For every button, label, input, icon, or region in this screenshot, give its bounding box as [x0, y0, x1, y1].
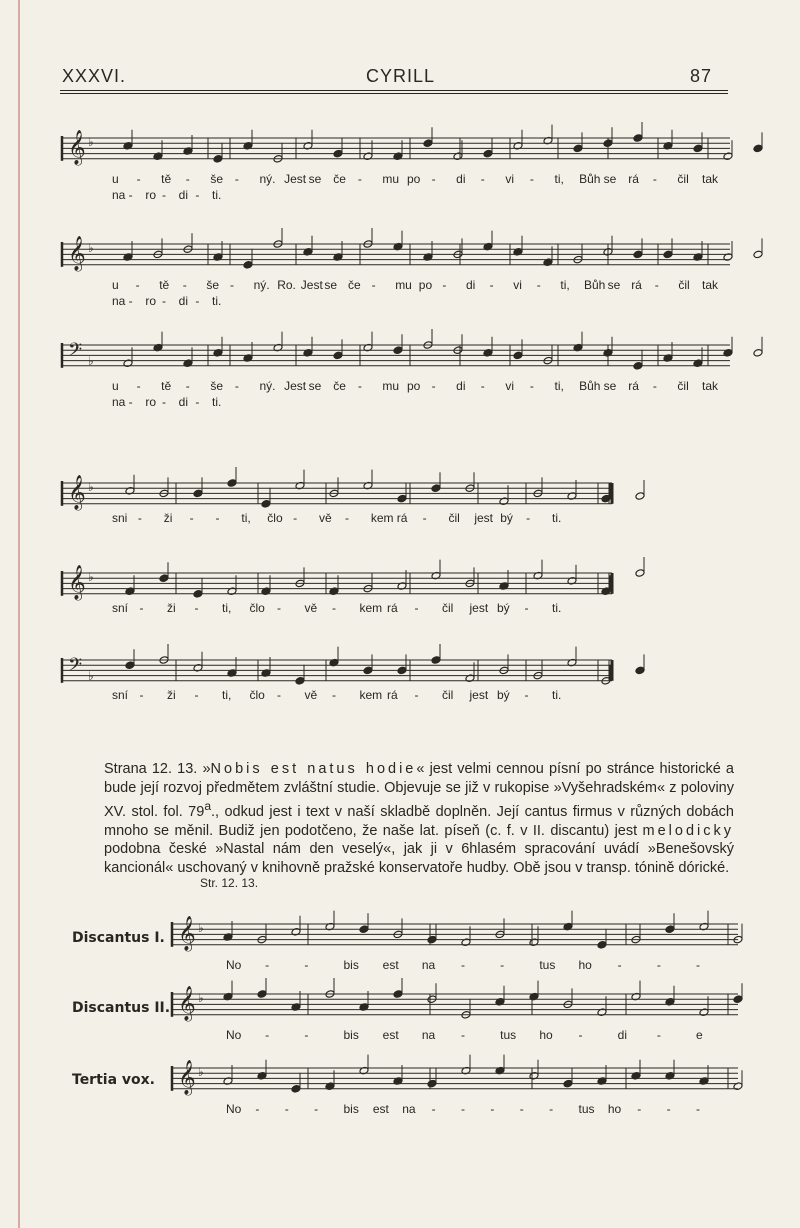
lyric-syllable: -: [194, 688, 199, 702]
lyric-syllable: -: [255, 1102, 260, 1116]
lyric-syllable: -: [357, 379, 362, 393]
note-head: [663, 250, 673, 259]
lyric-syllable: No: [226, 1028, 242, 1042]
note-head: [753, 144, 763, 153]
note-head: [633, 362, 643, 371]
note-head: [193, 489, 203, 498]
header-rule: [60, 93, 728, 94]
lyric-syllable: -: [344, 511, 349, 525]
lyric-syllable: ži: [167, 688, 176, 702]
lyric-syllable: -: [189, 511, 194, 525]
lyric-syllable: -: [529, 172, 534, 186]
note-head: [193, 590, 203, 599]
lyric-syllable: -: [195, 395, 200, 409]
lyric-syllable: -: [414, 688, 419, 702]
lyric-syllable: -: [431, 172, 436, 186]
lyric-syllable: Ro.: [277, 278, 296, 292]
lyric-syllable: -: [277, 601, 281, 615]
voice-label-discantus-1: Discantus I.: [72, 930, 165, 946]
lyric-syllable: ti.: [212, 294, 222, 308]
lyric-syllable: -: [265, 958, 270, 972]
lyric-syllable: -: [656, 958, 661, 972]
lyric-syllable: di: [617, 1028, 627, 1042]
para-text: « jest velmi cennou písní po stránce historické a bude její rozvoj předmětem zvláštní studie. Objevuje se již v rukopise »Vyšehradském« z poloviny XV. stol. fol. 79: [104, 761, 734, 821]
note-head: [563, 1079, 573, 1088]
staff: [58, 469, 618, 529]
lyric-syllable: vě: [304, 688, 318, 702]
lyric-syllable: čil: [442, 601, 454, 615]
treble-clef-icon: 𝄞: [178, 916, 196, 951]
flat-sign-icon: ♭: [88, 135, 94, 149]
lyric-syllable: -: [524, 601, 529, 615]
lyric-syllable: -: [277, 688, 281, 702]
lyric-syllable: ti.: [212, 188, 222, 202]
flat-sign-icon: ♭: [88, 480, 94, 494]
lyric-syllable: tě: [161, 379, 172, 393]
para-spaced-title: Nobis est natus hodie: [210, 761, 417, 777]
note-head: [393, 346, 403, 355]
note-head: [227, 479, 237, 488]
note-head: [693, 144, 703, 153]
lyric-syllable: ti.: [552, 601, 562, 615]
note-head: [159, 574, 169, 583]
lyric-syllable: po: [407, 379, 421, 393]
para-spaced-word: melodicky: [642, 822, 734, 839]
lyric-syllable: -: [652, 172, 657, 186]
lyric-syllable: -: [656, 1028, 661, 1042]
lyric-syllable: est: [372, 1102, 389, 1116]
lyric-syllable: člo: [249, 688, 265, 702]
lyric-syllable: est: [382, 958, 399, 972]
para-text: ., odkud jest i text v naší skladbě doplněn. Její cantus firmus v různých dobách mnoho se měnil. Budiž jen podotčeno, že naše lat. píseň (c. f. v II. discantu) jest: [104, 804, 734, 839]
lyric-syllable: -: [529, 379, 534, 393]
note-head: [359, 925, 369, 934]
lyric-syllable: rá: [387, 688, 398, 702]
lyric-syllable: -: [194, 601, 199, 615]
lyric-syllable: -: [461, 1028, 465, 1042]
lyric-syllable: di: [456, 172, 466, 186]
note-head: [753, 250, 763, 259]
lyric-syllable: bis: [343, 958, 359, 972]
para-superscript: a: [204, 799, 212, 814]
note-head: [291, 1085, 301, 1094]
lyric-syllable: est: [382, 1028, 399, 1042]
lyric-syllable: jest: [474, 511, 494, 525]
lyric-syllable: ho: [578, 958, 592, 972]
lyric-syllable: ži: [163, 511, 173, 525]
lyric-syllable: -: [234, 172, 239, 186]
note-head: [665, 925, 675, 934]
note-head: [213, 155, 223, 164]
note-head: [393, 990, 403, 999]
lyric-syllable: -: [332, 601, 336, 615]
treble-clef-icon: 𝄞: [68, 475, 86, 510]
lyric-syllable: jest: [469, 688, 489, 702]
flat-sign-icon: ♭: [198, 991, 204, 1005]
note-head: [633, 134, 643, 143]
lyric-syllable: ný.: [253, 278, 270, 292]
score-reference: Str. 12. 13.: [200, 876, 259, 890]
flat-sign-icon: ♭: [198, 921, 204, 935]
lyric-syllable: -: [490, 1102, 495, 1116]
lyric-syllable: di: [178, 188, 188, 202]
lyric-syllable: -: [461, 958, 465, 972]
lyric-syllable: ti,: [241, 511, 251, 525]
treble-clef-icon: 𝄞: [178, 986, 196, 1021]
lyric-syllable: mu: [395, 278, 412, 292]
lyric-syllable: rá: [387, 601, 398, 615]
lyric-syllable: ný.: [259, 172, 276, 186]
lyric-syllable: Jest: [284, 379, 307, 393]
note-head: [431, 656, 441, 665]
lyric-syllable: -: [431, 1102, 436, 1116]
lyric-syllable: bý: [497, 688, 510, 702]
flat-sign-icon: ♭: [198, 1065, 204, 1079]
note-head: [397, 494, 407, 503]
note-head: [427, 935, 437, 944]
lyric-syllable: mu: [382, 379, 400, 393]
lyric-syllable: -: [666, 1102, 671, 1116]
lyric-syllable: Bůh: [579, 172, 601, 186]
flat-sign-icon: ♭: [88, 241, 94, 255]
lyric-syllable: -: [480, 379, 485, 393]
lyric-syllable: -: [284, 1102, 289, 1116]
note-head: [513, 351, 523, 360]
treble-clef-icon: 𝄞: [178, 1060, 196, 1095]
header-rule: [60, 90, 728, 91]
lyric-syllable: -: [332, 688, 336, 702]
note-head: [597, 941, 607, 950]
lyric-syllable: di: [178, 294, 188, 308]
lyric-syllable: -: [536, 278, 541, 292]
lyric-syllable: če: [348, 278, 361, 292]
flat-sign-icon: ♭: [88, 570, 94, 584]
lyric-syllable: -: [526, 511, 531, 525]
bass-clef-icon: 𝄢: [68, 655, 83, 680]
lyric-syllable: rá: [631, 278, 642, 292]
lyric-syllable: -: [652, 379, 657, 393]
lyric-syllable: -: [304, 958, 309, 972]
lyric-syllable: ti,: [560, 278, 570, 292]
lyric-syllable: Jest: [284, 172, 307, 186]
lyric-syllable: čil: [442, 688, 454, 702]
lyric-syllable: -: [195, 188, 200, 202]
lyric-syllable: kem: [359, 688, 383, 702]
lyric-syllable: tus: [578, 1102, 595, 1116]
lyric-syllable: No: [226, 958, 242, 972]
voice-label-tertia-vox: Tertia vox.: [72, 1072, 155, 1088]
para-text: podobna české »Nastal nám den veselý«, jak ji v 6hlasém spracování uvádí »Benešovský kancionál« uschovaný v knihovně pražské konservatoře hudby. Obě jsou v transp. tónině dórické.: [104, 841, 734, 876]
note-head: [573, 144, 583, 153]
lyric-syllable: ti,: [222, 688, 232, 702]
lyric-syllable: -: [500, 958, 505, 972]
lyric-syllable: Bůh: [579, 379, 601, 393]
lyric-syllable: -: [442, 278, 447, 292]
lyric-syllable: ti,: [554, 172, 564, 186]
note-head: [635, 569, 645, 578]
lyric-syllable: vi: [505, 172, 514, 186]
lyric-syllable: ro: [145, 395, 156, 409]
lyric-syllable: u: [112, 172, 119, 186]
lyric-syllable: No: [226, 1102, 242, 1116]
lyric-syllable: po: [418, 278, 433, 292]
lyric-syllable: bý: [500, 511, 513, 525]
lyric-syllable: -: [139, 601, 144, 615]
note-head: [397, 666, 407, 675]
lyric-syllable: -: [162, 294, 166, 308]
lyric-syllable: vi: [513, 278, 522, 292]
lyric-syllable: čil: [448, 511, 460, 525]
lyric-syllable: ho: [607, 1102, 622, 1116]
lyric-syllable: -: [371, 278, 376, 292]
lyric-syllable: -: [414, 601, 419, 615]
lyric-syllable: na: [421, 1028, 436, 1042]
lyric-syllable: na: [112, 294, 126, 308]
lyric-syllable: -: [304, 1028, 309, 1042]
lyric-syllable: sní: [112, 688, 129, 702]
lyric-syllable: ti,: [554, 379, 564, 393]
lyric-syllable: -: [137, 511, 142, 525]
lyric-syllable: čil: [677, 379, 689, 393]
lyric-syllable: tus: [539, 958, 556, 972]
lyric-syllable: se: [324, 278, 338, 292]
lyric-syllable: -: [162, 395, 166, 409]
lyric-syllable: sni: [112, 511, 128, 525]
lyric-syllable: di: [178, 395, 188, 409]
lyric-syllable: ro: [145, 294, 156, 308]
note-head: [753, 349, 763, 358]
lyric-syllable: -: [128, 294, 133, 308]
header-section-number: XXXVI.: [62, 66, 127, 86]
lyric-syllable: -: [696, 958, 700, 972]
lyric-syllable: tě: [159, 278, 170, 292]
lyric-syllable: kem: [370, 511, 394, 525]
lyric-syllable: -: [431, 379, 436, 393]
lyric-syllable: -: [234, 379, 239, 393]
lyric-syllable: u: [112, 379, 119, 393]
lyric-syllable: na: [112, 188, 126, 202]
lyric-syllable: če: [333, 379, 346, 393]
lyric-syllable: -: [480, 172, 485, 186]
lyric-syllable: -: [182, 278, 187, 292]
margin-line: [18, 0, 20, 1228]
lyric-syllable: -: [185, 379, 190, 393]
lyric-syllable: e: [696, 1028, 703, 1042]
lyric-syllable: -: [215, 511, 220, 525]
lyric-syllable: se: [603, 379, 617, 393]
treble-clef-icon: 𝄞: [68, 130, 86, 165]
lyric-syllable: na: [402, 1102, 416, 1116]
lyric-syllable: -: [578, 1028, 583, 1042]
note-head: [633, 250, 643, 259]
lyric-syllable: po: [407, 172, 421, 186]
lyric-syllable: kem: [359, 601, 383, 615]
lyric-syllable: Bůh: [584, 278, 606, 292]
para-text: Strana 12. 13. »: [104, 761, 211, 777]
flat-sign-icon: ♭: [88, 669, 94, 683]
lyric-syllable: -: [128, 395, 133, 409]
lyric-syllable: ný.: [259, 379, 276, 393]
lyric-syllable: sní: [112, 601, 129, 615]
note-head: [333, 351, 343, 360]
lyric-syllable: še: [206, 278, 220, 292]
lyric-syllable: tak: [702, 172, 719, 186]
lyric-syllable: ti.: [552, 511, 562, 525]
lyric-syllable: na: [421, 958, 436, 972]
lyric-syllable: -: [654, 278, 659, 292]
lyric-syllable: ti.: [212, 395, 222, 409]
lyric-syllable: ži: [167, 601, 176, 615]
lyric-syllable: če: [333, 172, 346, 186]
note-head: [423, 139, 433, 148]
lyric-syllable: -: [357, 172, 362, 186]
lyric-syllable: di: [456, 379, 466, 393]
lyric-syllable: jest: [469, 601, 489, 615]
lyric-syllable: mu: [382, 172, 400, 186]
lyric-syllable: se: [308, 379, 322, 393]
lyric-syllable: -: [136, 379, 141, 393]
note-head: [635, 666, 645, 675]
note-head: [257, 990, 267, 999]
lyric-syllable: Jest: [300, 278, 323, 292]
lyric-syllable: u: [112, 278, 119, 292]
lyric-syllable: tě: [161, 172, 172, 186]
lyric-syllable: -: [293, 511, 298, 525]
lyric-syllable: -: [524, 688, 529, 702]
note-head: [125, 661, 135, 670]
lyric-syllable: se: [607, 278, 621, 292]
lyric-syllable: -: [185, 172, 190, 186]
voice-label-discantus-2: Discantus II.: [72, 1000, 171, 1016]
lyric-syllable: -: [314, 1102, 319, 1116]
note-head: [333, 149, 343, 158]
lyric-syllable: -: [265, 1028, 270, 1042]
treble-clef-icon: 𝄞: [68, 236, 86, 271]
bass-clef-icon: 𝄢: [68, 340, 83, 365]
lyric-syllable: bis: [343, 1102, 359, 1116]
lyric-syllable: -: [637, 1102, 642, 1116]
lyric-syllable: rá: [628, 379, 639, 393]
lyric-syllable: rá: [628, 172, 639, 186]
header-title: CYRILL: [366, 66, 436, 86]
lyric-syllable: -: [696, 1102, 700, 1116]
note-head: [427, 1079, 437, 1088]
lyric-syllable: se: [603, 172, 617, 186]
header-page-number: 87: [690, 66, 713, 86]
lyric-syllable: vě: [304, 601, 318, 615]
treble-clef-icon: 𝄞: [68, 565, 86, 600]
note-head: [733, 995, 743, 1004]
lyric-syllable: ro: [145, 188, 156, 202]
lyric-syllable: -: [461, 1102, 465, 1116]
lyric-syllable: -: [489, 278, 494, 292]
lyric-syllable: ti.: [552, 688, 562, 702]
note-head: [483, 149, 493, 158]
note-head: [295, 677, 305, 686]
lyric-syllable: člo: [249, 601, 265, 615]
lyric-syllable: rá: [396, 511, 408, 525]
lyric-syllable: vi: [505, 379, 514, 393]
lyric-syllable: -: [422, 511, 427, 525]
note-head: [363, 666, 373, 675]
lyric-syllable: še: [210, 379, 224, 393]
note-head: [243, 261, 253, 270]
flat-sign-icon: ♭: [88, 354, 94, 368]
lyric-syllable: -: [195, 294, 200, 308]
lyric-syllable: ti,: [222, 601, 232, 615]
lyric-syllable: -: [162, 188, 166, 202]
lyric-syllable: -: [617, 958, 622, 972]
lyric-syllable: vě: [319, 511, 332, 525]
lyric-syllable: tus: [500, 1028, 517, 1042]
lyric-syllable: se: [308, 172, 322, 186]
lyric-syllable: -: [549, 1102, 554, 1116]
lyric-syllable: -: [519, 1102, 524, 1116]
lyric-syllable: bis: [343, 1028, 359, 1042]
lyric-syllable: di: [466, 278, 476, 292]
lyric-syllable: člo: [267, 511, 283, 525]
lyric-syllable: -: [135, 278, 140, 292]
lyric-syllable: še: [210, 172, 224, 186]
lyric-syllable: na: [112, 395, 126, 409]
lyric-syllable: -: [230, 278, 234, 292]
lyric-syllable: tak: [702, 379, 719, 393]
note-head: [603, 139, 613, 148]
note-head: [261, 500, 271, 509]
lyric-syllable: -: [136, 172, 141, 186]
lyric-syllable: -: [128, 188, 133, 202]
lyric-syllable: tak: [702, 278, 719, 292]
lyric-syllable: -: [139, 688, 144, 702]
commentary-paragraph: [104, 760, 734, 877]
note-head: [635, 492, 645, 501]
lyric-syllable: bý: [497, 601, 510, 615]
note-head: [431, 484, 441, 493]
lyric-syllable: ho: [539, 1028, 553, 1042]
lyric-syllable: čil: [677, 172, 689, 186]
lyric-syllable: čil: [678, 278, 690, 292]
